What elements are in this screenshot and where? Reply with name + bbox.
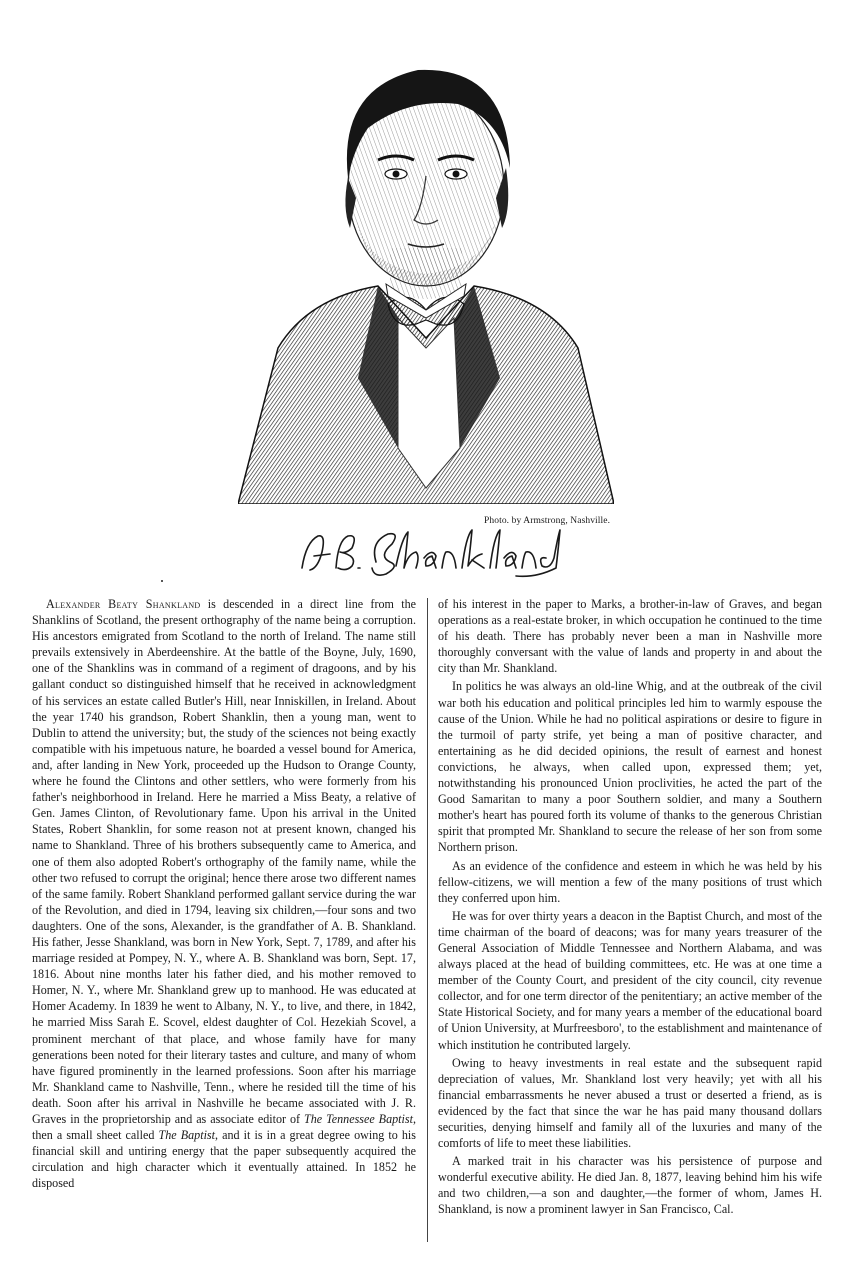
paragraph-5: Owing to heavy investments in real estate and the subsequent rapid depreciation of values, Mr. Shankland lost very heavily; yet with all his financial embarrassments he never abused a trust or deserted a friend, as is evidenced by the fact that since the war he has paid many thousand dollars securities, denying himself and family all of the luxuries and many of the comforts of life to meet these liabilities.: [438, 1055, 822, 1151]
paragraph-1-mid: , then a small sheet called: [32, 1112, 416, 1143]
biography-text: [32, 596, 822, 1244]
paragraph-1-end: , and it is in a great degree owing to his financial skill and untiring energy that the paper subsequently acquired the circulation and high character which it eventually attained. In 1852 he disposed: [32, 1128, 417, 1191]
newspaper-title-1: The Tennessee Baptist: [304, 1112, 413, 1126]
paragraph-4: He was for over thirty years a deacon in the Baptist Church, and most of the time chairman of the board of deacons; was for many years treasurer of the General Association of Middle Tennessee and Northern Alabama, and was always placed at the head of building committees, etc. He was at one time a member of the County Court, and president of the city council, city revenue collector, and for one term director of the penitentiary; an active member of the State Historical Society, and for many years a member of the educational board of Union University, at Murfreesboro', to the establishment and maintenance of which institution he contributed largely.: [438, 908, 822, 1052]
paragraph-1: [32, 596, 416, 1191]
right-column: [438, 596, 822, 1244]
newspaper-title-2: The Baptist: [158, 1128, 216, 1143]
paragraph-3: As an evidence of the confidence and esteem in which he was held by his fellow-citizens, we will mention a few of the many positions of trust which they conferred upon him.: [438, 858, 822, 905]
paragraph-1-continued: of his interest in the paper to Marks, a brother-in-law of Graves, and began operations as a real-estate broker, in which occupation he continued to the time of his death. There has probably never been a man in Nashville more thoroughly conversant with the value of lands and property in and about the city than Mr. Shankland.: [438, 597, 822, 676]
paragraph-2: In politics he was always an old-line Whig, and at the outbreak of the civil war both his education and political principles led him to warmly espouse the cause of the Union. While he had no political aspirations or desire to figure in the turmoil of party strife, yet being a man of positive character, and entertaining as he did decided opinions, the result of earnest and honest convictions, he always, when called upon, expressed them; yet, notwithstanding his pronounced Union proclivities, he acted the part of the Good Samaritan to many a poor Southern soldier, and many a Southern mother's heart has poured forth its volume of thanks to the generous Christian spirit that prompted Mr. Shankland to secure the release of her son from some Northern prison.: [438, 679, 822, 855]
ink-speck: [161, 580, 163, 582]
signature: [296, 522, 566, 584]
engraved-portrait: [238, 48, 614, 504]
paragraph-6: A marked trait in his character was his persistence of purpose and wonderful executive ability. He died Jan. 8, 1877, leaving behind him his wife and two children,—a son and daughter,—the former of whom, James H. Shankland, is now a prominent lawyer in San Francisco, Cal.: [438, 1154, 822, 1217]
left-column: [32, 596, 416, 1244]
paragraph-1-text: is descended in a direct line from the Shanklins of Scotland, the present orthography of the name being a corruption. His ancestors emigrated from Scotland to the north of Ireland. The name still prevails extensively in Aberdeenshire. At the battle of the Boyne, July, 1690, one of the Shanklins was in command of a regiment of dragoons, and by his gallant conduct so distinguished himself that he received in acknowledgment of his services an estate called Butler's Hill, near Inniskillen, in Ireland. About the year 1740 his grandson, Robert Shanklin, then a young man, went to Dublin to attend the university; but, the study of the sciences not being exactly compatible with his impetuous nature, he boarded a vessel bound for America, and, after landing in New York, proceeded up the Hudson to Orange County, where he found the Clintons and other settlers, who were formerly from his father's neighborhood in Ireland. Here he married a Miss Beaty, a relative of Gen. James Clinton, of Revolutionary fame. Upon his arrival in the United States, Robert Shanklin, for some reason not at present known, changed his name to Shankland. Three of his brothers subsequently came to America, and one of them also adopted Robert's orthography of the family name, while the other two refused to corrupt the original; hence there arose two different names of the same family. Robert Shankland performed gallant service during the war of the Revolution, and died in 1794, leaving six children,—four sons and two daughters. One of the sons, Alexander, is the grandfather of A. B. Shankland. His father, Jesse Shankland, was born in New York, Sept. 7, 1789, and after his marriage resided at Pompey, N. Y., where A. B. Shankland was born, Sept. 17, 1816. About nine months later his father died, and his mother removed to Homer, N. Y., where Mr. Shankland grew up to manhood. He was educated at Homer Academy. In 1839 he went to Albany, N. Y., to live, and there, in 1842, he married Miss Sarah E. Scovel, eldest daughter of Col. Hezekiah Scovel, a prominent merchant of that place, and whose family have for many generations been noted for their literary tastes and culture, and many of whom have figured prominently in the learned professions. Soon after his marriage Mr. Shankland came to Nashville, Tenn., where he resided till the time of his death. Soon after his arrival in Nashville he became associated with J. R. Graves in the proprietorship and as associate editor of: [32, 597, 417, 1126]
lead-name: Alexander Beaty Shankland: [46, 597, 201, 611]
photo-credit: Photo. by Armstrong, Nashville.: [484, 516, 611, 526]
column-divider: [427, 598, 428, 1242]
